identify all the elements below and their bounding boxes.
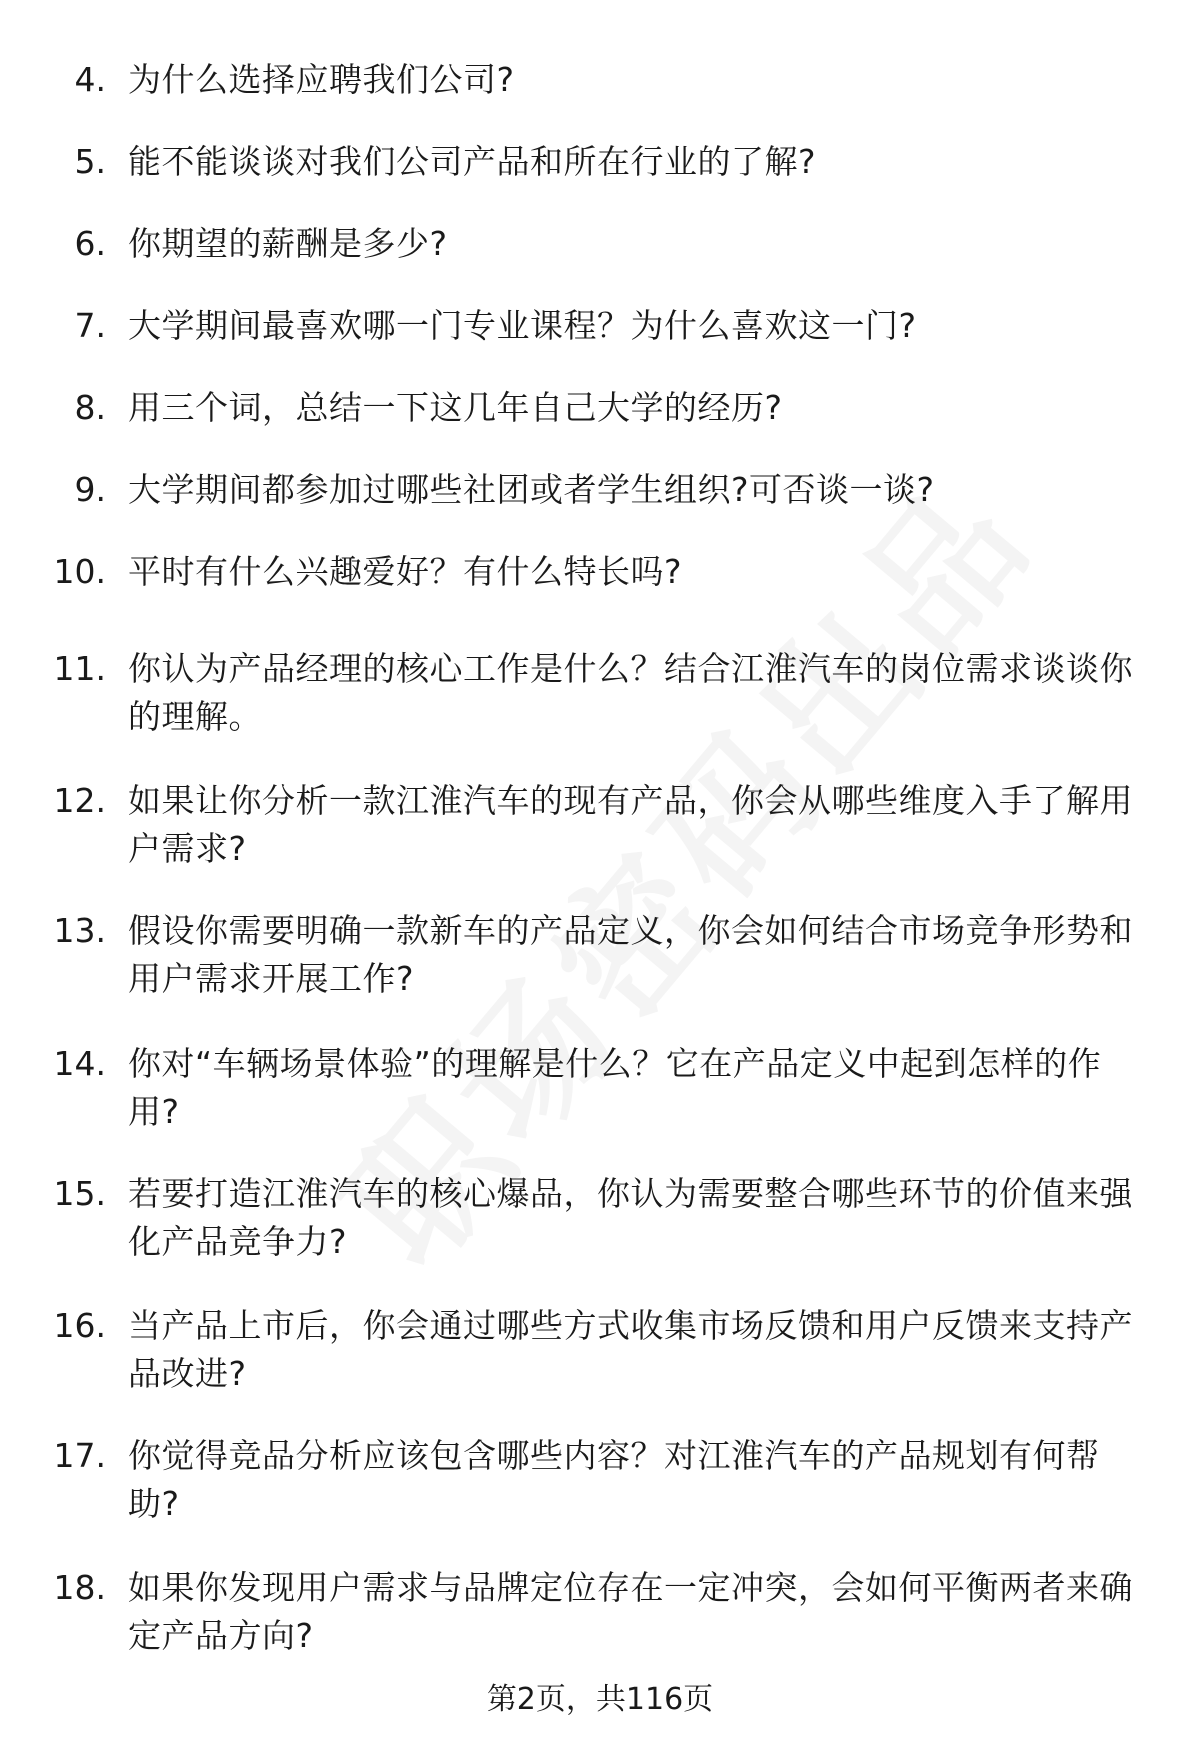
question-number: 17. (53, 1436, 106, 1475)
question-text: 用三个词，总结一下这几年自己大学的经历? (128, 388, 783, 427)
question-number: 15. (53, 1174, 106, 1213)
question-text: 如果让你分析一款江淮汽车的现有产品，你会从哪些维度入手了解用户需求? (128, 781, 1133, 868)
question-text: 平时有什么兴趣爱好？有什么特长吗? (128, 552, 683, 591)
question-text: 你觉得竞品分析应该包含哪些内容？对江淮汽车的产品规划有何帮助? (128, 1436, 1100, 1523)
question-text: 当产品上市后，你会通过哪些方式收集市场反馈和用户反馈来支持产品改进? (128, 1306, 1133, 1393)
question-number: 7. (74, 306, 106, 345)
question-number: 9. (74, 470, 106, 509)
question-text: 假设你需要明确一款新车的产品定义，你会如何结合市场竞争形势和用户需求开展工作? (128, 911, 1133, 998)
question-number: 5. (74, 142, 106, 181)
page-number-footer: 第2页，共116页 (486, 1682, 714, 1717)
question-text: 若要打造江淮汽车的核心爆品，你认为需要整合哪些环节的价值来强化产品竞争力? (128, 1174, 1133, 1261)
question-text: 如果你发现用户需求与品牌定位存在一定冲突，会如何平衡两者来确定产品方向? (128, 1568, 1133, 1655)
question-text: 大学期间最喜欢哪一门专业课程？为什么喜欢这一门? (128, 306, 917, 345)
question-text: 你对“车辆场景体验”的理解是什么？它在产品定义中起到怎样的作用? (128, 1044, 1102, 1131)
question-text: 你认为产品经理的核心工作是什么？结合江淮汽车的岗位需求谈谈你的理解。 (128, 649, 1133, 736)
question-number: 18. (53, 1568, 106, 1607)
question-number: 6. (74, 224, 106, 263)
question-number: 11. (53, 649, 106, 688)
question-number: 14. (53, 1044, 106, 1083)
question-number: 13. (53, 911, 106, 950)
question-number: 12. (53, 781, 106, 820)
question-text: 你期望的薪酬是多少? (128, 224, 448, 263)
question-number: 16. (53, 1306, 106, 1345)
question-number: 8. (74, 388, 106, 427)
question-text: 能不能谈谈对我们公司产品和所在行业的了解? (128, 142, 817, 181)
question-number: 10. (53, 552, 106, 591)
question-text: 大学期间都参加过哪些社团或者学生组织?可否谈一谈? (128, 470, 935, 509)
question-number: 4. (74, 60, 106, 99)
question-text: 为什么选择应聘我们公司? (128, 60, 515, 99)
